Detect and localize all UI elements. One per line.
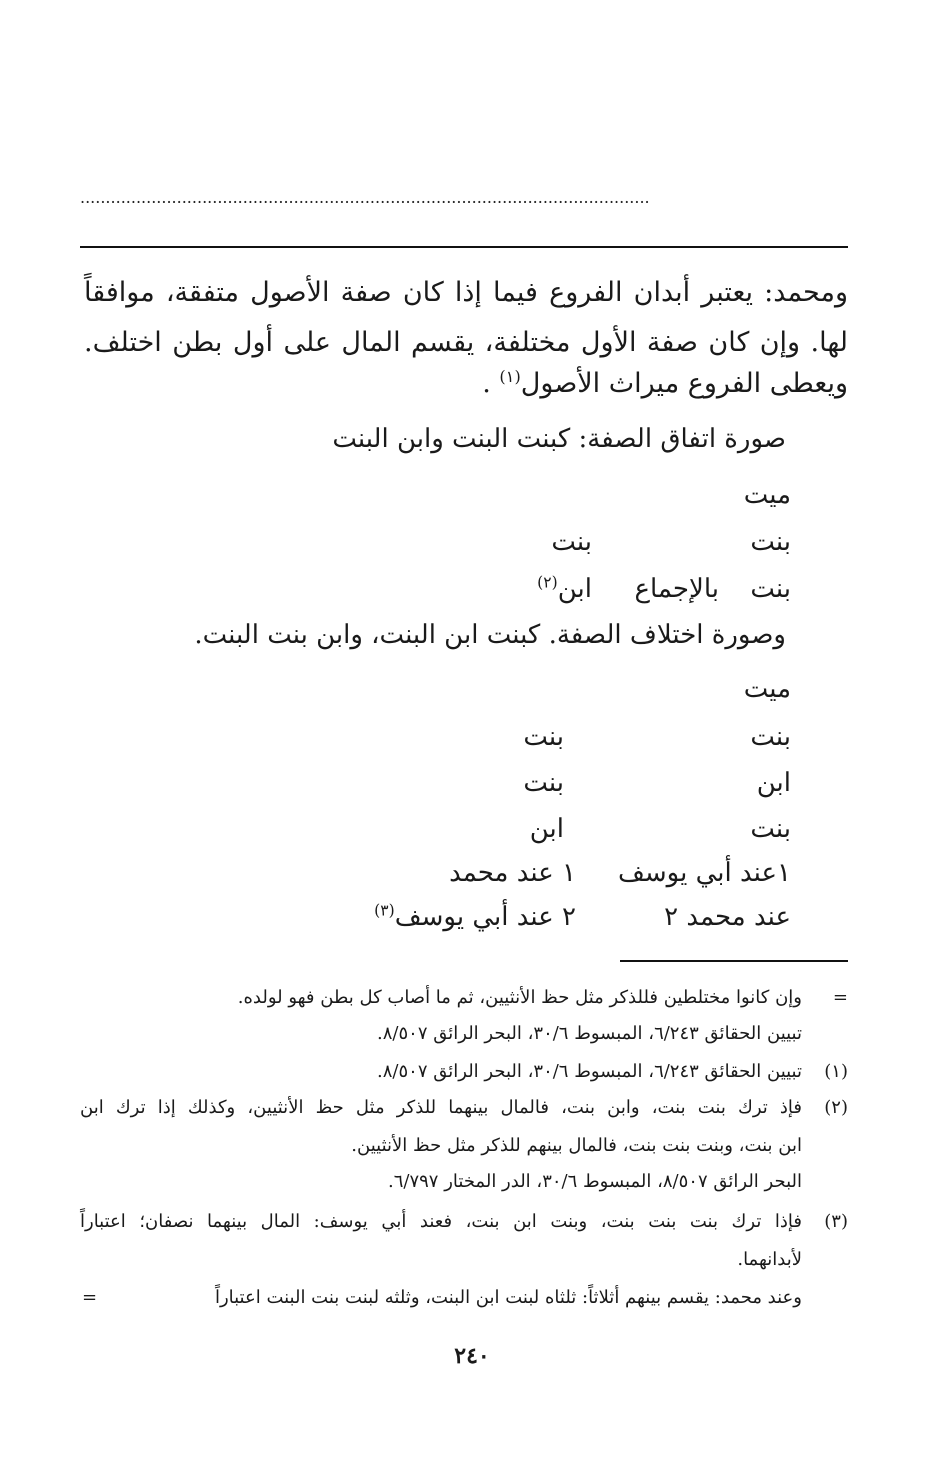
footnote-2-line-2: ابن بنت، وبنت بنت بنت، فالمال بينهم للذكر مثل حظ الأنثيين. [351, 1135, 802, 1156]
example2-row2-right: ابن [756, 768, 791, 798]
example2-row5-left [374, 902, 576, 932]
dotted-separator: ................................................................................................................ [80, 188, 650, 207]
example2-deceased: ميت [743, 674, 791, 704]
footnote-1-line-1: تبيين الحقائق ٦/٢٤٣، المبسوط ٣٠/٦، البحر الرائق ٨/٥٠٧. [377, 1061, 802, 1082]
example2-row4-left: ١ عند محمد [449, 858, 576, 888]
footnote-cont-line-2: تبيين الحقائق ٦/٢٤٣، المبسوط ٣٠/٦، البحر الرائق ٨/٥٠٧. [377, 1023, 802, 1044]
footnote-cont-line-1: وإن كانوا مختلطين فللذكر مثل حظ الأنثيين، ثم ما أصاب كل بطن فهو لولده. [237, 987, 802, 1008]
example1-row1-right: بنت [750, 527, 791, 557]
example2-row3-right: بنت [750, 814, 791, 844]
example2-row1-right: بنت [750, 722, 791, 752]
main-text-line-2: لها. وإن كان صفة الأول مختلفة، يقسم المال على أول بطن اختلف. [84, 327, 848, 358]
top-rule [80, 246, 848, 248]
main-text-line-3 [84, 367, 848, 401]
example2-row5-left-text: ٢ عند أبي يوسف [394, 902, 576, 932]
main-text-line-3-end: . [482, 368, 491, 399]
main-text-line-3-text: ويعطى الفروع ميراث الأصول [520, 368, 848, 399]
example1-heading: صورة اتفاق الصفة: كبنت البنت وابن البنت [332, 424, 786, 454]
example1-deceased: ميت [743, 480, 791, 510]
example2-row2-left: بنت [523, 768, 564, 798]
footnote-ref-2: (٢) [537, 573, 558, 592]
example1-row2-right: بنت [750, 574, 791, 604]
main-text-line-1: ومحمد: يعتبر أبدان الفروع فيما إذا كان صفة الأصول متفقة، موافقاً [84, 277, 848, 308]
example2-row1-left: بنت [523, 722, 564, 752]
footnote-ref-1: (١) [499, 367, 521, 386]
example1-row1-left: بنت [551, 527, 592, 557]
example1-row2-middle: بالإجماع [634, 574, 719, 604]
example2-heading: وصورة اختلاف الصفة. كبنت ابن البنت، وابن بنت البنت. [194, 620, 786, 650]
example2-row5-right: عند محمد ٢ [664, 902, 791, 932]
footnote-3-line-3: وعند محمد: يقسم بينهم أثلاثاً: ثلثاه لبنت ابن البنت، وثلثه لبنت بنت البنت اعتباراً [214, 1287, 802, 1308]
footnote-3-line-1: فإذا ترك بنت بنت بنت، وبنت ابن بنت، فعند أبي يوسف: المال بينهما نصفان؛ اعتباراً [80, 1211, 802, 1232]
footnote-rule [620, 960, 848, 962]
footnote-3-end-marker: = [82, 1287, 98, 1308]
footnote-3-line-2: لأبدانهما. [737, 1249, 802, 1270]
footnote-3-marker: (٣) [824, 1211, 848, 1232]
example1-row2-left [537, 574, 592, 604]
footnote-2-line-1: فإذ ترك بنت بنت، وابن بنت، فالمال بينهما للذكر مثل حظ الأنثيين، وكذلك إذا ترك ابن [80, 1097, 802, 1118]
example2-row3-left: ابن [529, 814, 564, 844]
footnote-2-line-3: البحر الرائق ٨/٥٠٧، المبسوط ٣٠/٦، الدر المختار ٦/٧٩٧. [388, 1171, 802, 1192]
footnote-ref-3: (٣) [374, 901, 395, 920]
example2-row4-right: ١عند أبي يوسف [617, 858, 791, 888]
example1-row2-left-text: ابن [557, 574, 592, 604]
footnote-1-marker: (١) [824, 1061, 848, 1082]
page-number: ٢٤٠ [454, 1343, 490, 1369]
footnote-cont-marker: = [832, 987, 848, 1008]
footnote-2-marker: (٢) [824, 1097, 848, 1118]
